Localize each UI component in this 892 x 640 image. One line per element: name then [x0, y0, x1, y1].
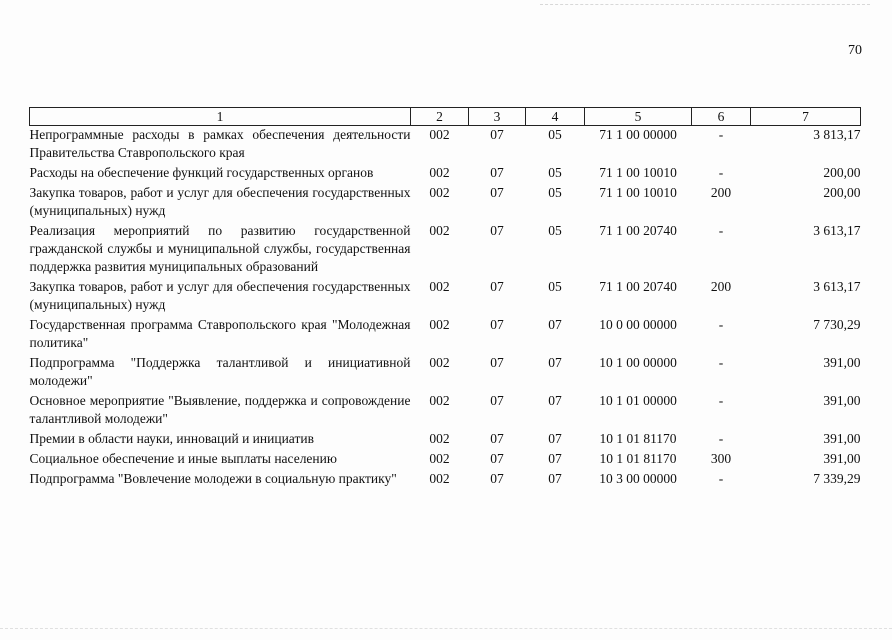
row-name: Непрограммные расходы в рамках обеспечения деятельности Правительства Ставропольского края: [29, 127, 411, 160]
page-number: 70: [848, 43, 862, 58]
row-expense-type: -: [718, 393, 724, 408]
row-amount: 3 613,17: [813, 279, 861, 294]
row-subsection: 07: [548, 471, 562, 486]
table-row: [30, 126, 861, 165]
row-ministry-code: 002: [429, 165, 450, 180]
row-name: Подпрограмма "Вовлечение молодежи в социальную практику": [29, 471, 397, 486]
row-expense-type: 200: [710, 279, 732, 294]
row-amount: 391,00: [823, 355, 861, 370]
row-target-article: 71 1 00 10010: [599, 165, 677, 180]
row-ministry-code: 002: [429, 431, 450, 446]
table-row: [30, 222, 861, 278]
row-subsection: 07: [548, 431, 562, 446]
table-row: [30, 450, 861, 470]
row-target-article: 10 3 00 00000: [599, 471, 677, 486]
row-subsection: 07: [548, 451, 562, 466]
row-name: Социальное обеспечение и иные выплаты населению: [29, 451, 337, 466]
header-col-4: 4: [526, 108, 585, 126]
row-name: Реализация мероприятий по развитию государственной гражданской службы и муниципальной службы, государственная поддержка развития муниципальных образований: [29, 223, 411, 274]
row-amount: 3 813,17: [813, 127, 861, 142]
row-name: Закупка товаров, работ и услуг для обеспечения государственных (муниципальных) нужд: [29, 279, 411, 312]
row-target-article: 71 1 00 20740: [599, 279, 677, 294]
row-target-article: 10 1 01 81170: [599, 451, 677, 466]
row-amount: 200,00: [823, 165, 861, 180]
row-ministry-code: 002: [429, 185, 450, 200]
row-target-article: 10 0 00 00000: [599, 317, 677, 332]
row-amount: 7 339,29: [813, 471, 861, 486]
row-section: 07: [490, 127, 504, 142]
header-col-5: 5: [585, 108, 692, 126]
row-name: Премии в области науки, инноваций и инициатив: [29, 431, 314, 446]
row-section: 07: [490, 451, 504, 466]
row-ministry-code: 002: [429, 355, 450, 370]
row-amount: 391,00: [823, 431, 861, 446]
row-expense-type: -: [718, 223, 724, 238]
table-row: [30, 316, 861, 354]
row-amount: 3 613,17: [813, 223, 861, 238]
row-amount: 200,00: [823, 185, 861, 200]
row-ministry-code: 002: [429, 393, 450, 408]
table-header: [30, 108, 861, 126]
row-expense-type: -: [718, 471, 724, 486]
row-target-article: 71 1 00 00000: [599, 127, 677, 142]
table-row: [30, 354, 861, 392]
row-subsection: 05: [548, 127, 562, 142]
header-row: [30, 108, 861, 126]
scan-artifact-bottom: [0, 628, 892, 629]
header-col-2: 2: [411, 108, 469, 126]
row-subsection: 05: [548, 223, 562, 238]
row-expense-type: -: [718, 127, 724, 142]
table-row: [30, 278, 861, 316]
row-ministry-code: 002: [429, 223, 450, 238]
header-col-6: 6: [692, 108, 751, 126]
row-ministry-code: 002: [429, 279, 450, 294]
row-amount: 7 730,29: [813, 317, 861, 332]
row-name: Подпрограмма "Поддержка талантливой и инициативной молодежи": [29, 355, 411, 388]
header-col-1: 1: [30, 108, 411, 126]
row-expense-type: -: [718, 317, 724, 332]
row-amount: 391,00: [823, 393, 861, 408]
table-row: [30, 184, 861, 222]
row-section: 07: [490, 185, 504, 200]
row-expense-type: -: [718, 355, 724, 370]
row-target-article: 71 1 00 10010: [599, 185, 677, 200]
row-section: 07: [490, 165, 504, 180]
row-expense-type: 300: [710, 451, 732, 466]
table-row: [30, 164, 861, 184]
row-subsection: 07: [548, 355, 562, 370]
table-row: [30, 392, 861, 430]
row-section: 07: [490, 317, 504, 332]
table-body: [30, 126, 861, 491]
row-name: Закупка товаров, работ и услуг для обеспечения государственных (муниципальных) нужд: [29, 185, 411, 218]
row-section: 07: [490, 279, 504, 294]
row-target-article: 10 1 01 00000: [599, 393, 677, 408]
row-name: Основное мероприятие "Выявление, поддержка и сопровождение талантливой молодежи": [29, 393, 411, 426]
row-section: 07: [490, 393, 504, 408]
row-section: 07: [490, 355, 504, 370]
row-expense-type: -: [718, 165, 724, 180]
row-section: 07: [490, 431, 504, 446]
row-subsection: 07: [548, 393, 562, 408]
row-name: Расходы на обеспечение функций государственных органов: [29, 165, 374, 180]
row-subsection: 05: [548, 279, 562, 294]
row-expense-type: 200: [710, 185, 732, 200]
row-subsection: 05: [548, 185, 562, 200]
header-col-3: 3: [469, 108, 526, 126]
row-amount: 391,00: [823, 451, 861, 466]
row-target-article: 71 1 00 20740: [599, 223, 677, 238]
row-name: Государственная программа Ставропольского края "Молодежная политика": [29, 317, 411, 350]
row-ministry-code: 002: [429, 471, 450, 486]
row-ministry-code: 002: [429, 451, 450, 466]
row-subsection: 05: [548, 165, 562, 180]
row-target-article: 10 1 01 81170: [599, 431, 677, 446]
table-row: [30, 470, 861, 490]
header-col-7: 7: [751, 108, 861, 126]
row-target-article: 10 1 00 00000: [599, 355, 677, 370]
row-section: 07: [490, 223, 504, 238]
scan-artifact-top: [540, 4, 870, 5]
row-expense-type: -: [718, 431, 724, 446]
row-ministry-code: 002: [429, 317, 450, 332]
row-subsection: 07: [548, 317, 562, 332]
table-row: [30, 430, 861, 450]
budget-table: [29, 107, 861, 490]
row-ministry-code: 002: [429, 127, 450, 142]
row-section: 07: [490, 471, 504, 486]
